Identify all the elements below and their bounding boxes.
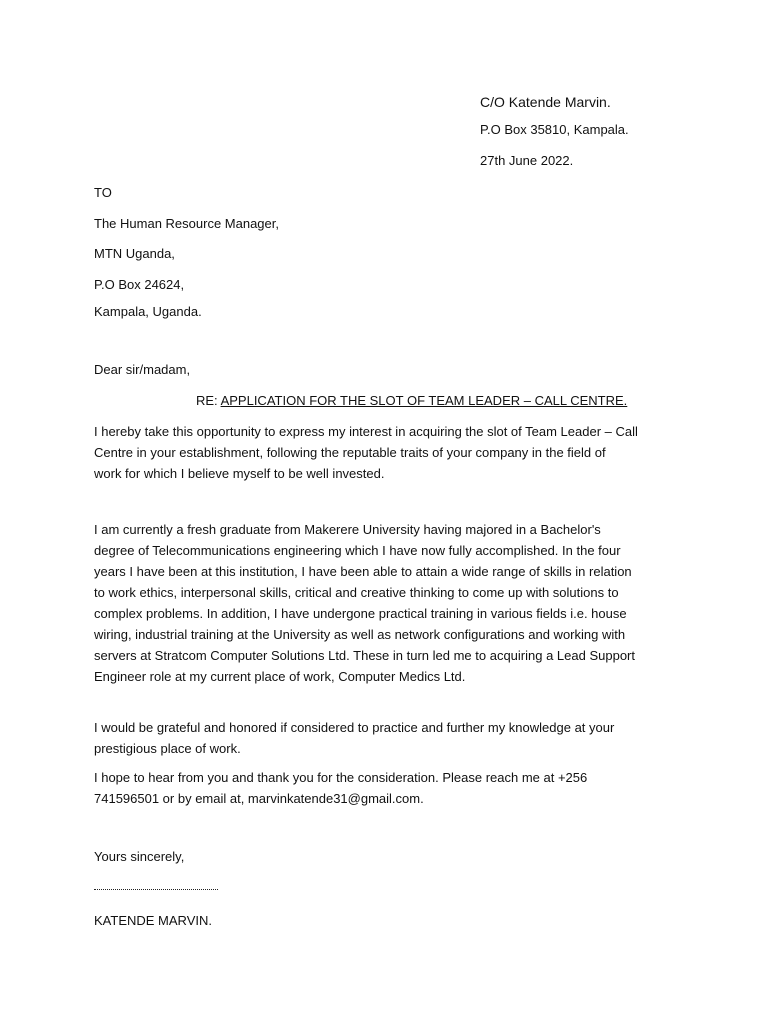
body-line: I hereby take this opportunity to express my interest in acquiring the slot of Team Leader – Call xyxy=(94,424,638,439)
body-paragraph-4 xyxy=(94,767,694,809)
body-line: complex problems. In addition, I have undergone practical training in various fields i.e. house xyxy=(94,606,627,621)
recipient-city: Kampala, Uganda. xyxy=(94,304,202,319)
closing: Yours sincerely, xyxy=(94,849,185,864)
recipient-pobox: P.O Box 24624, xyxy=(94,277,185,292)
sender-address: P.O Box 35810, Kampala. xyxy=(480,122,629,137)
sender-name: C/O Katende Marvin. xyxy=(480,94,611,110)
body-line: Engineer role at my current place of work, Computer Medics Ltd. xyxy=(94,669,466,684)
signer-name: KATENDE MARVIN. xyxy=(94,913,212,928)
body-line: wiring, industrial training at the University as well as network configurations and working with xyxy=(94,627,626,642)
recipient-title: The Human Resource Manager, xyxy=(94,216,279,231)
body-paragraph-2 xyxy=(94,519,694,687)
body-line: degree of Telecommunications engineering which I have now fully accomplished. In the four xyxy=(94,543,621,558)
recipient-company: MTN Uganda, xyxy=(94,246,175,261)
subject-text: APPLICATION FOR THE SLOT OF TEAM LEADER – CALL CENTRE. xyxy=(220,393,628,408)
body-line: work for which I believe myself to be well invested. xyxy=(94,466,385,481)
body-line: 741596501 or by email at, marvinkatende31@gmail.com. xyxy=(94,791,424,806)
body-line: I would be grateful and honored if considered to practice and further my knowledge at your xyxy=(94,720,615,735)
letter-date: 27th June 2022. xyxy=(480,153,574,168)
body-paragraph-3 xyxy=(94,717,694,759)
body-line: Centre in your establishment, following the reputable traits of your company in the field of xyxy=(94,445,606,460)
body-line: I am currently a fresh graduate from Makerere University having majored in a Bachelor's xyxy=(94,522,601,537)
body-line: prestigious place of work. xyxy=(94,741,241,756)
body-paragraph-1 xyxy=(94,421,694,484)
to-label: TO xyxy=(94,185,112,200)
body-line: servers at Stratcom Computer Solutions Ltd. These in turn led me to acquiring a Lead Support xyxy=(94,648,635,663)
salutation: Dear sir/madam, xyxy=(94,362,191,377)
body-line: years I have been at this institution, I have been able to attain a wide range of skills in relation xyxy=(94,564,632,579)
subject-prefix: RE: xyxy=(196,393,221,408)
body-line: to work ethics, interpersonal skills, critical and creative thinking to come up with solutions to xyxy=(94,585,619,600)
subject-line xyxy=(196,393,627,409)
body-line: I hope to hear from you and thank you for the consideration. Please reach me at +256 xyxy=(94,770,588,785)
signature-line xyxy=(94,889,218,890)
